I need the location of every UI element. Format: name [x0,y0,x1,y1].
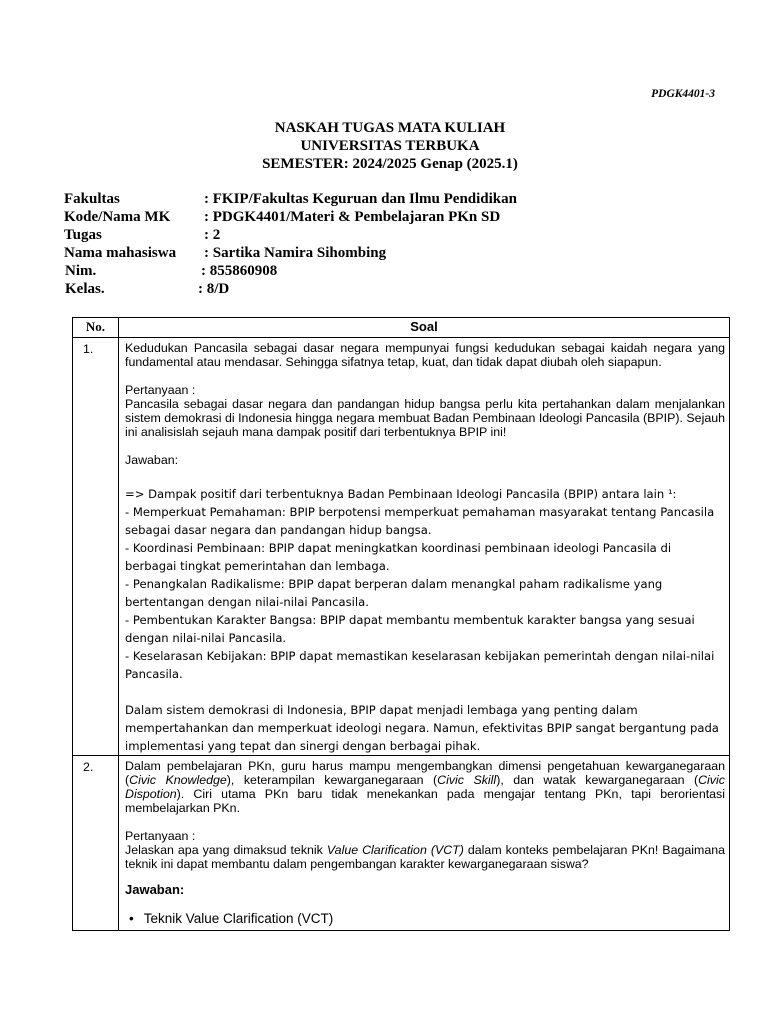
info-value: : FKIP/Fakultas Keguruan dan Ilmu Pendidikan [204,191,517,207]
title-line-semester: SEMESTER: 2024/2025 Genap (2025.1) [262,156,518,172]
answer-point: - Memperkuat Pemahaman: BPIP berpotensi memperkuat pemahaman masyarakat tentang Pancasila sebagai dasar negara dan pandangan hidup bangsa. [125,505,715,537]
question-text: Jelaskan apa yang dimaksud teknik Value Clarification (VCT) dalam konteks pembelajaran PKn! Bagaimana teknik ini dapat membantu dalam pengembangan karakter kewarganegaraan siswa? [125,843,725,871]
answer-point: - Keselarasan Kebijakan: BPIP dapat memastikan keselarasan kebijakan pemerintah dengan nilai-nilai Pancasila. [125,649,715,681]
info-value: : Sartika Namira Sihombing [204,245,387,261]
question-cell [119,338,730,756]
question-cell [119,756,730,931]
info-value: : 855860908 [201,263,278,279]
info-label: Fakultas [64,191,120,207]
answer-text [125,485,725,755]
info-label: Nama mahasiswa [64,245,177,261]
answer-bullet-list [125,911,725,927]
answer-label: Jawaban: [125,882,185,897]
table-row [73,338,730,756]
questions-table [72,317,730,931]
document-title [0,119,768,173]
answer-label: Jawaban: [125,453,179,467]
question-number: 1. [73,338,119,756]
answer-point: - Pembentukan Karakter Bangsa: BPIP dapat membantu membentuk karakter bangsa yang sesuai dengan nilai-nilai Pancasila. [125,613,695,645]
question-intro: Kedudukan Pancasila sebagai dasar negara mempunyai fungsi kedudukan sebagai kaidah negara yang fundamental atau mendasar. Sehingga sifatnya tetap, kuat, dan tidak dapat diubah oleh siapapun. [125,341,725,369]
info-value: : 2 [204,227,221,243]
title-line-course: NASKAH TUGAS MATA KULIAH [274,120,506,136]
question-label: Pertanyaan : [125,383,196,397]
answer-point: - Penangkalan Radikalisme: BPIP dapat berperan dalam menangkal paham radikalisme yang bertentangan dengan nilai-nilai Pancasila. [125,577,663,609]
list-item: • Teknik Value Clarification (VCT) [147,911,725,927]
info-label: Tugas [64,227,102,243]
answer-conclusion: Dalam sistem demokrasi di Indonesia, BPIP dapat menjadi lembaga yang penting dalam mempertahankan dan memperkuat ideologi negara. Namun, efektivitas BPIP sangat bergantung pada implementasi yang tepat dan sinergi dengan berbagai pihak. [125,703,719,753]
info-label: Nim. [65,263,97,279]
table-header-row [73,318,730,338]
info-label: Kelas. [65,281,105,297]
question-number: 2. [73,756,119,931]
info-value: : 8/D [198,281,230,297]
info-label: Kode/Nama MK [64,209,171,225]
table-row [73,756,730,931]
answer-point: - Koordinasi Pembinaan: BPIP dapat meningkatkan koordinasi pembinaan ideologi Pancasila di berbagai tingkat pemerintahan dan lembaga. [125,541,672,573]
info-value: : PDGK4401/Materi & Pembelajaran PKn SD [204,209,501,225]
header-soal: Soal [119,318,730,338]
question-text: Pancasila sebagai dasar negara dan pandangan hidup bangsa perlu kita pertahankan dalam menjalankan sistem demokrasi di Indonesia hingga negara membuat Badan Pembinaan Ideologi Pancasila (BPIP). Sejauh ini analisislah sejauh mana dampak positif dari terbentuknya BPIP ini! [125,397,725,439]
title-line-university: UNIVERSITAS TERBUKA [300,138,480,154]
document-code: PDGK4401-3 [651,88,715,100]
question-intro: Dalam pembelajaran PKn, guru harus mampu mengembangkan dimensi pengetahuan kewarganegaraan (Civic Knowledge), keterampilan kewarganegaraan (Civic Skill), dan watak kewarganegaraan (Civic Dispotion). Ciri utama PKn baru tidak menekankan pada mengajar tentang PKn, tapi berorientasi membelajarkan PKn. [125,759,725,815]
answer-intro: => Dampak positif dari terbentuknya Badan Pembinaan Ideologi Pancasila (BPIP) antara lain ¹: [125,487,677,501]
question-label: Pertanyaan : [125,829,196,843]
header-no: No. [73,318,119,338]
